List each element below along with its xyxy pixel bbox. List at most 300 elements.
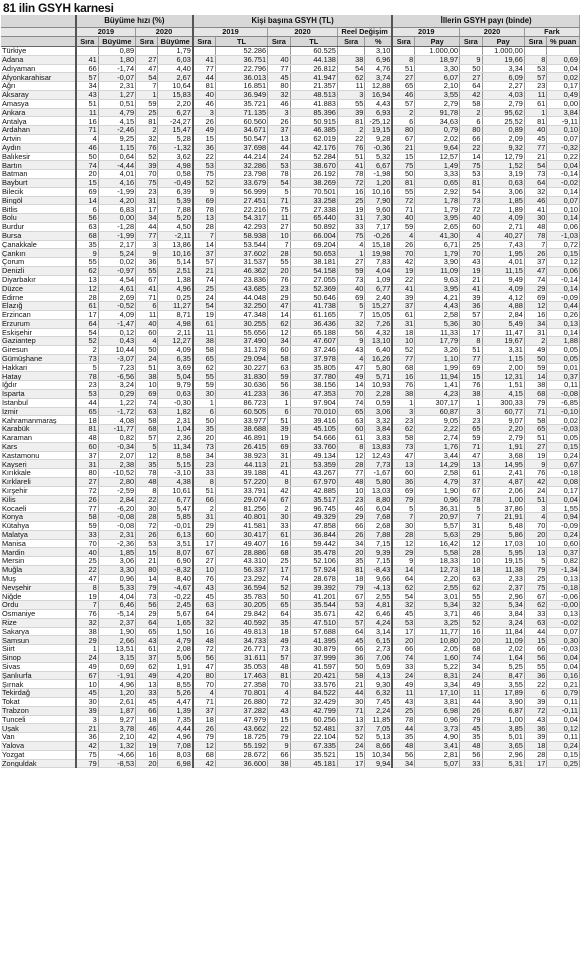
table-cell: 5,31: [482, 759, 524, 768]
table-cell: 5,48: [482, 522, 524, 531]
table-row: [1, 706, 580, 715]
table-cell: 20: [337, 548, 364, 557]
table-cell: 38: [193, 337, 215, 346]
table-cell: 2,24: [365, 706, 393, 715]
table-cell: 2,74: [415, 434, 460, 443]
table-cell: 73: [136, 592, 158, 601]
table-cell: 17: [76, 310, 98, 319]
table-cell: 11: [268, 214, 290, 223]
table-cell: 50: [460, 64, 482, 73]
table-cell: 45.181: [290, 759, 337, 768]
table-cell: -4,67: [158, 583, 193, 592]
table-cell: 4: [193, 689, 215, 698]
table-cell: 17,10: [415, 689, 460, 698]
table-row: [1, 733, 580, 742]
table-cell: 48: [337, 478, 364, 487]
table-row: [1, 574, 580, 583]
table-cell: 3,62: [158, 152, 193, 161]
table-cell: [524, 47, 546, 56]
table-cell: 66: [268, 750, 290, 759]
table-cell: 7,23: [98, 363, 135, 372]
table-cell: 50: [76, 152, 98, 161]
table-cell: 1,38: [158, 275, 193, 284]
table-cell: -1,98: [365, 170, 393, 179]
table-cell: 26: [193, 724, 215, 733]
table-cell: 3,25: [415, 618, 460, 627]
table-cell: 86.723: [215, 398, 267, 407]
table-cell: 42.176: [290, 143, 337, 152]
table-cell: 31: [76, 460, 98, 469]
table-cell: 10,93: [365, 381, 393, 390]
table-cell: 33: [337, 222, 364, 231]
table-cell: 26.415: [215, 442, 267, 451]
table-cell: 36.594: [215, 583, 267, 592]
table-cell: 2,96: [482, 592, 524, 601]
table-cell: 5,01: [482, 733, 524, 742]
table-cell: 49: [268, 636, 290, 645]
table-cell: 307,17: [415, 398, 460, 407]
table-cell: 44: [524, 627, 546, 636]
table-cell: 2: [392, 108, 414, 117]
table-cell: 36: [268, 390, 290, 399]
province-name: Karabük: [1, 425, 76, 434]
table-cell: 37.602: [215, 249, 267, 258]
table-cell: 3,78: [98, 724, 135, 733]
table-cell: 55: [268, 258, 290, 267]
table-row: [1, 73, 580, 82]
table-cell: 56: [136, 601, 158, 610]
header-share: İllerin GSYH payı (binde): [392, 15, 579, 28]
table-cell: 40: [268, 55, 290, 64]
table-row: [1, 222, 580, 231]
table-cell: 3,41: [415, 741, 460, 750]
table-cell: 14: [460, 152, 482, 161]
table-cell: 0,24: [547, 741, 580, 750]
table-cell: 4,90: [415, 733, 460, 742]
table-cell: -9,11: [547, 117, 580, 126]
table-cell: 1,00: [482, 495, 524, 504]
table-cell: 5,06: [158, 653, 193, 662]
table-cell: 2,02: [482, 645, 524, 654]
table-cell: 60.505: [215, 407, 267, 416]
table-cell: 4,76: [365, 64, 393, 73]
table-cell: 6,46: [365, 610, 393, 619]
table-cell: 41.395: [290, 636, 337, 645]
table-cell: 1,64: [482, 653, 524, 662]
table-cell: 11,47: [482, 328, 524, 337]
table-cell: 45: [268, 73, 290, 82]
table-cell: 37.490: [215, 337, 267, 346]
table-cell: 53: [524, 64, 546, 73]
table-cell: 74: [136, 398, 158, 407]
table-cell: 60,87: [415, 407, 460, 416]
table-cell: 16: [392, 372, 414, 381]
table-cell: 2,73: [365, 645, 393, 654]
table-cell: 27: [337, 258, 364, 267]
table-cell: 29: [524, 284, 546, 293]
table-cell: 3,34: [415, 680, 460, 689]
table-cell: 53: [193, 161, 215, 170]
header-growth-2019: 2019: [76, 28, 136, 37]
province-name: Şırnak: [1, 680, 76, 689]
table-cell: 27.451: [215, 196, 267, 205]
table-cell: 10,80: [415, 636, 460, 645]
table-cell: 46: [136, 724, 158, 733]
table-cell: 65.188: [290, 328, 337, 337]
table-cell: 59: [136, 99, 158, 108]
table-cell: 52: [337, 733, 364, 742]
table-cell: 55: [337, 99, 364, 108]
table-row: [1, 566, 580, 575]
table-cell: 4,88: [482, 302, 524, 311]
table-cell: 43.662: [215, 724, 267, 733]
table-cell: 52: [392, 346, 414, 355]
table-cell: 15: [524, 636, 546, 645]
table-cell: -25,12: [365, 117, 393, 126]
table-cell: 29: [392, 548, 414, 557]
province-name: Kırıkkale: [1, 469, 76, 478]
province-name: Tekirdağ: [1, 689, 76, 698]
table-cell: 15,05: [365, 310, 393, 319]
table-cell: 21,91: [482, 513, 524, 522]
table-row: [1, 390, 580, 399]
table-cell: 4,98: [158, 161, 193, 170]
table-cell: 26: [268, 117, 290, 126]
table-cell: 7: [392, 513, 414, 522]
table-cell: 42: [76, 741, 98, 750]
province-name: Denizli: [1, 266, 76, 275]
province-name: Manisa: [1, 539, 76, 548]
table-cell: 7,15: [365, 539, 393, 548]
table-row: [1, 99, 580, 108]
table-cell: 11,33: [415, 328, 460, 337]
table-cell: -1,99: [98, 187, 135, 196]
table-cell: 24: [460, 671, 482, 680]
table-cell: 34: [268, 337, 290, 346]
table-cell: 8,58: [158, 451, 193, 460]
table-cell: 2,58: [415, 310, 460, 319]
table-cell: 48: [193, 636, 215, 645]
table-cell: 12,43: [365, 451, 393, 460]
table-cell: 40.592: [215, 618, 267, 627]
table-cell: 0,01: [547, 363, 580, 372]
table-cell: 12: [392, 539, 414, 548]
table-cell: 5,80: [365, 478, 393, 487]
table-cell: 56: [392, 750, 414, 759]
table-cell: -4,66: [98, 750, 135, 759]
table-cell: 11,15: [482, 266, 524, 275]
table-cell: 51: [392, 64, 414, 73]
table-cell: 6: [392, 117, 414, 126]
table-cell: 66.004: [290, 231, 337, 240]
table-cell: 17: [524, 759, 546, 768]
table-cell: 0,05: [547, 346, 580, 355]
table-cell: 72: [524, 706, 546, 715]
table-cell: 2,80: [98, 478, 135, 487]
table-cell: 28.886: [215, 548, 267, 557]
province-name: Karaman: [1, 434, 76, 443]
table-cell: 78: [268, 170, 290, 179]
province-name: Iğdır: [1, 381, 76, 390]
table-cell: 21: [524, 152, 546, 161]
table-cell: 4,03: [482, 90, 524, 99]
table-cell: 63: [524, 618, 546, 627]
table-row: [1, 170, 580, 179]
table-cell: 64: [460, 82, 482, 91]
province-name: Sivas: [1, 662, 76, 671]
table-cell: 0,10: [547, 205, 580, 214]
table-cell: 48: [392, 741, 414, 750]
table-cell: 0,67: [547, 460, 580, 469]
table-row: [1, 407, 580, 416]
table-cell: 4,04: [365, 266, 393, 275]
table-cell: 41: [76, 55, 98, 64]
table-cell: 60: [136, 328, 158, 337]
table-cell: 63: [268, 363, 290, 372]
table-row: [1, 618, 580, 627]
table-cell: 43.267: [290, 469, 337, 478]
table-cell: 68: [268, 548, 290, 557]
table-cell: 27: [76, 478, 98, 487]
table-row: [1, 504, 580, 513]
table-cell: 0,07: [547, 627, 580, 636]
table-cell: 9,39: [365, 548, 393, 557]
table-cell: 36.844: [290, 530, 337, 539]
table-cell: 26: [76, 495, 98, 504]
table-cell: 47.348: [215, 310, 267, 319]
table-cell: 4,79: [158, 636, 193, 645]
table-cell: 19,98: [365, 249, 393, 258]
table-cell: 1,90: [98, 627, 135, 636]
table-cell: 37: [524, 258, 546, 267]
table-cell: 5: [136, 442, 158, 451]
table-cell: 55: [392, 187, 414, 196]
table-cell: 47: [524, 266, 546, 275]
table-cell: 28: [524, 750, 546, 759]
table-cell: 5: [392, 504, 414, 513]
province-name: Çanakkale: [1, 240, 76, 249]
table-cell: 7,30: [365, 214, 393, 223]
table-cell: 57: [268, 653, 290, 662]
table-cell: 37.698: [215, 143, 267, 152]
table-cell: 50: [392, 170, 414, 179]
table-cell: 47.353: [290, 390, 337, 399]
table-cell: 43: [136, 636, 158, 645]
table-cell: 14,95: [482, 460, 524, 469]
table-cell: 66: [193, 495, 215, 504]
table-cell: -6,20: [98, 504, 135, 513]
table-cell: 0,16: [547, 671, 580, 680]
table-cell: -0,11: [547, 706, 580, 715]
table-cell: 45: [76, 689, 98, 698]
table-cell: 21: [460, 275, 482, 284]
table-cell: 12: [337, 451, 364, 460]
table-cell: 58: [524, 416, 546, 425]
table-cell: 23.836: [215, 275, 267, 284]
table-cell: 37: [268, 126, 290, 135]
table-cell: 62: [268, 319, 290, 328]
table-cell: 33.791: [215, 486, 267, 495]
table-cell: 6,67: [365, 161, 393, 170]
table-cell: 4: [136, 337, 158, 346]
table-cell: 33: [76, 530, 98, 539]
table-cell: 10: [524, 539, 546, 548]
table-cell: 52: [460, 618, 482, 627]
table-cell: 10,16: [158, 249, 193, 258]
table-cell: 34: [392, 759, 414, 768]
table-cell: 50: [193, 416, 215, 425]
table-cell: 13: [268, 134, 290, 143]
table-cell: 8: [268, 478, 290, 487]
table-cell: 49: [76, 662, 98, 671]
table-cell: -1,03: [547, 231, 580, 240]
table-cell: 34.733: [215, 636, 267, 645]
table-cell: 36.949: [215, 90, 267, 99]
table-cell: 39: [524, 733, 546, 742]
table-cell: 1,79: [415, 249, 460, 258]
table-cell: 43: [524, 715, 546, 724]
table-cell: 34,63: [415, 117, 460, 126]
gdp-table: Büyüme hızı (%) Kişi başına GSYH (TL) İllerin GSYH payı (binde) 2019 2020 2019 2020 Reel Değişim 2019 2020 Fark Sıra Büyüme Sıra Büyüme Sıra TL Sıra TL Sıra % Sıra Pay Sıra Pay Sıra % puan Türkiye 0,89 1,79 52.286 60.525 3,10 1.000,00 1.000,00 Adana 41 1,80 27 6,03 41 36.751 40 44.138 38 6,96 8 18,97 9 19,66 8 0,69 Adıyaman 66 -1,74 47 4,40 77 22.796 77 26.812 54 4,76 51 3,30 50 3,34 53 0,04 Afyonkarahisar 57 -0,07 54 2,67 44 36.013 45 41.947 62 3,74 27 6,07 27 6,09 57 0,02 Ağrı 34 2,31 7 10,64 81 16.851 80 21.357 11 12,88 65 2,10 64 2,27 23 0,17 Aksaray 43 1,27 1 15,83 40 36.949 32 48.513 3 16,94 46 3,55 42 4,03 11 0,49 Amasya 51 0,51 59 2,20 46 35.721 46 41.883 55 4,43 57 2,79 58 2,79 61 0,00 Ankara 11 4,79 25 6,27 3 71.135 3 85.396 39 6,93 2 91,78 2 95,62 1 3,84 Antalya 16 4,15 81 -24,27 26 60.560 26 50.915 81 -25,12 6 34,63 6 25,52 81 -9,11 Ardahan 71 -2,46 2 15,47 49 34.671 37 46.385 2 19,15 80 0,79 80 0,89 40 0,10 Artvin 4 9,25 32 5,28 15 50.547 13 62.019 22 9,28 67 2,02 66 2,09 45 0,07 Aydın 46 1,15 76 -1,32 36 37.698 44 42.176 76 -0,36 21 9,64 22 9,32 77 -0,32 Balıkesir 50 0,64 52 3,62 22 44.214 24 52.284 51 5,32 15 12,57 14 12,79 21 0,22 Bartın 74 -4,44 39 4,98 53 32.286 53 38.670 41 6,67 75 1,49 75 1,52 54 0,04 Batman 20 4,01 70 0,58 75 23.798 78 26.192 78 -1,98 50 3,33 53 3,19 73 -0,14 Bayburt 15 4,16 75 -0,49 52 33.679 54 38.269 72 1,20 81 0,65 81 0,63 64 -0,02 Bilecik 69 -1,99 23 6,39 9 56.999 5 70.501 16 10,16 55 2,92 54 3,06 32 0,14 Bingöl 14 4,20 31 5,39 69 27.451 71 33.258 25 7,90 72 1,78 73 1,85 46 0,07 Bitlis 6 6,83 17 7,88 78 22.216 75 27.338 19 9,60 71 1,79 72 1,89 41 0,10 Bolu 56 0,00 34 5,20 13 54.317 11 65.440 31 7,30 40 3,95 40 4,09 30 0,14 Burdur 63 -1,28 44 4,50 28 42.293 27 50.892 33 7,17 59 2,65 60 2,71 48 0,06 Bursa 68 -1,99 77 -2,11 7 58.938 10 66.004 75 -0,26 4 41,30 4 40,27 78 -1,03 Çanakkale 35 2,17 3 13,86 14 53.544 7 69.204 4 15,18 26 6,71 25 7,43 7 0,72 Çankırı 9 5,24 9 10,16 37 37.602 28 50.653 1 19,98 70 1,79 70 1,95 26 0,15 Çorum 55 0,02 36 5,14 57 31.537 55 38.181 27 7,83 42 3,90 43 4,01 37 0,12 Denizli 62 -0,97 55 2,51 21 46.362 20 54.158 59 4,04 19 11,09 19 11,15 47 0,06 Diyarbakır 13 4,54 67 1,38 74 23.836 76 27.055 73 1,09 22 9,63 21 9,49 74 -0,14 Düzce 12 4,61 41 4,96 25 43.685 23 52.369 40 6,77 41 3,95 41 4,09 29 0,14 Edirne 28 2,69 71 0,25 24 44.048 29 50.646 69 2,40 39 4,21 39 4,12 69 -0,09 Elazığ 61 -0,52 6 11,27 54 32.250 47 41.738 5 15,27 37 4,43 36 4,88 12 0,44 Erzincan 17 4,09 11 8,71 19 47.348 14 61.165 7 15,05 61 2,58 57 2,84 16 0,26 Erzurum 64 -1,47 40 4,98 61 30.255 62 36.436 32 7,26 31 5,36 30 5,49 34 0,13 Eskişehir 54 0,12 60 2,11 11 55.656 12 65.188 56 4,32 18 11,33 17 11,47 31 0,14 Gaziantep 52 0,43 4 12,27 38 37.490 34 47.607 9 13,10 10 17,79 8 19,67 2 1,88 Giresun 2 10,44 50 4,09 58 31.178 60 37.246 43 6,40 52 3,26 51 3,31 49 0,05 Gümüşhane 73 -3,07 24 6,35 65 29.094 58 37.978 4 16,26 77 1,10 77 1,15 50 0,05 Hakkari 5 7,23 51 3,69 62 30.227 63 35.805 47 5,80 68 1,99 69 2,00 59 0,01 Hatay 78 -6,56 38 5,04 55 31.830 59 37.780 49 5,71 16 11,94 15 12,31 14 0,37 Iğdır 23 3,24 10 9,79 59 30.636 56 38.156 14 10,93 76 1,41 76 1,51 38 0,11 Isparta 53 0,29 69 0,63 30 41.233 36 47.353 70 2,28 38 4,23 38 4,15 68 -0,08 İstanbul 44 1,22 74 -0,30 1 86.723 1 97.904 74 0,59 1 307,17 1 300,33 79 -6,85 İzmir 65 -1,72 63 1,82 6 60.505 6 70.010 65 3,06 3 60,87 3 60,77 71 -0,10 Kahramanmaraş 18 4,08 58 2,31 50 33.977 51 39.416 63 3,32 23 9,05 23 9,07 58 0,02 Karabük 81 -11,77 68 1,04 35 38.688 39 45.105 60 3,84 62 2,22 65 2,20 65 -0,03 Karaman 48 0,82 57 2,36 20 46.891 19 54.666 61 3,83 58 2,74 59 2,79 51 0,05 Kars 60 -0,34 5 11,34 73 26.415 69 33.760 8 13,83 73 1,76 71 1,91 27 0,15 Kastamonu 37 2,07 12 8,58 34 38.923 31 49.134 12 12,43 47 3,44 47 3,68 19 0,24 Kayseri 31 2,38 35 5,15 23 44.113 21 53.359 28 7,73 13 14,29 13 14,95 9 0,67 Kırıkkale 80 -10,52 78 -3,10 33 39.188 41 43.267 77 -1,67 60 2,58 61 2,41 76 -0,18 Kırklareli 27 2,80 48 4,38 8 57.220 8 67.970 48 5,80 36 4,79 37 4,87 42 0,08 Kırşehir 72 -2,59 8 10,61 51 33.791 42 42.885 10 13,03 69 1,90 67 2,06 24 0,17 Kilis 26 2,84 22 6,77 66 29.074 67 35.517 23 8,80 79 0,96 78 1,00 51 0,04 Kocaeli 77 -6,20 30 5,47 2 81.256 2 96.745 46 6,04 5 36,31 5 37,86 3 1,55 Konya 58 -0,08 28 5,85 31 40.801 30 49.329 29 7,68 7 20,97 7 21,91 4 0,94 Kütahya 59 -0,08 72 -0,01 29 41.581 33 47.858 66 2,68 30 5,57 31 5,48 70 -0,09 Malatya 33 2,31 26 6,13 60 30.417 61 36.844 26 7,88 28 5,63 29 5,86 20 0,24 Manisa 70 -2,36 53 3,51 17 49.407 16 59.442 34 7,15 12 16,42 12 17,03 10 0,60 Mardin 40 1,85 15 8,07 67 28.886 68 35.478 20 9,39 29 5,58 28 5,95 13 0,37 Mersin 25 3,06 21 6,90 27 43.310 25 52.106 35 7,15 9 18,33 10 19,15 5 0,82 Muğla 22 3,30 80 -8,32 10 56.337 17 57.924 81 -8,43 14 12,73 18 11,38 79 -1,34 Muş 47 0,96 14 8,40 76 23.292 74 28.678 18 9,66 64 2,20 63 2,33 25 0,13 Nevşehir 8 5,33 79 -4,67 43 36.594 52 39.392 79 -4,13 62 2,55 62 2,37 75 -0,18 Niğde 19 4,04 73 -0,22 45 35.783 50 41.201 67 2,55 54 3,01 55 2,96 67 -0,06 Ordu 7 6,46 56 2,45 63 30.205 65 35.544 53 4,81 32 5,34 32 5,34 62 -0,00 Osmaniye 76 -5,14 29 5,67 64 29.842 64 35.671 42 6,46 45 3,71 46 3,84 33 0,13 Rize 32 2,37 64 1,65 32 40.592 35 47.510 57 4,24 53 3,25 52 3,24 63 -0,02 Sakarya 38 1,90 65 1,50 16 49.813 18 57.688 64 3,14 17 11,77 16 11,84 44 0,07 Samsun 29 2,66 43 4,79 48 34.733 49 41.395 45 6,15 20 10,80 20 11,09 15 0,30 Siirt 1 13,51 61 2,08 72 26.771 73 30.879 66 2,73 66 2,05 68 2,02 66 -0,03 Sinop 24 3,15 37 5,06 56 31.611 57 37.999 36 7,06 74 1,60 74 1,64 56 0,04 Sivas 49 0,69 62 1,91 47 35.053 48 41.597 50 5,69 33 5,22 34 5,25 55 0,04 Şanlıurfa 67 -1,91 49 4,20 80 17.463 81 20.421 58 4,13 24 8,31 24 8,47 36 0,16 Şırnak 10 4,96 13 8,55 70 27.358 70 33.576 21 9,30 49 3,34 49 3,55 22 0,21 Tekirdağ 45 1,20 33 5,26 4 70.801 4 84.522 44 6,32 11 17,10 11 17,89 6 0,79 Tokat 30 2,61 45 4,47 71 26.880 72 32.429 30 7,45 43 3,81 44 3,90 39 0,11 Trabzon 39 1,87 66 1,39 37 37.282 43 42.799 71 2,24 25 6,98 26 6,87 72 -0,11 Tunceli 3 9,27 18 7,35 18 47.979 15 60.256 13 11,85 78 0,96 79 1,00 43 0,04 Uşak 21 3,78 46 4,44 26 43.662 22 52.481 37 7,05 44 3,73 45 3,85 36 0,12 Van 36 2,10 42 4,96 79 18.725 79 22.104 52 5,13 35 4,90 35 5,01 39 0,11 Yalova 42 1,32 19 7,08 12 55.192 9 67.335 24 8,66 48 3,41 48 3,65 18 0,24 Yozgat 75 -4,66 16 8,03 68 28.672 66 35.521 15 10,34 56 2,81 56 2,96 28 0,15 Zonguldak 79 -8,53 20 6,98 42 36.600 38 45.181 17 9,94 34 5,07 33 5,31 17 0,25: [2, 16, 578, 768]
table-cell: 16: [268, 539, 290, 548]
table-cell: 57: [337, 618, 364, 627]
table-cell: 13: [392, 460, 414, 469]
table-cell: 3: [392, 407, 414, 416]
table-cell: 11,38: [482, 566, 524, 575]
table-cell: 27.358: [215, 680, 267, 689]
table-cell: 42: [136, 733, 158, 742]
table-cell: 26: [460, 706, 482, 715]
table-cell: 21.357: [290, 82, 337, 91]
table-cell: 6,96: [365, 55, 393, 64]
table-body: [1, 47, 580, 768]
table-cell: 38: [76, 627, 98, 636]
table-cell: -0,34: [98, 442, 135, 451]
table-cell: 18: [136, 715, 158, 724]
table-cell: 62: [392, 583, 414, 592]
table-cell: 9: [524, 460, 546, 469]
province-name: Ağrı: [1, 82, 76, 91]
table-cell: 5,22: [415, 662, 460, 671]
table-cell: 12: [193, 741, 215, 750]
table-cell: 0,24: [547, 451, 580, 460]
table-cell: 66: [392, 645, 414, 654]
table-cell: 48.513: [290, 90, 337, 99]
table-cell: 63: [136, 407, 158, 416]
table-row: [1, 592, 580, 601]
table-cell: 3,15: [98, 653, 135, 662]
table-cell: 57: [76, 73, 98, 82]
table-cell: 50.892: [290, 222, 337, 231]
table-cell: 73: [76, 354, 98, 363]
table-cell: 12: [460, 539, 482, 548]
table-cell: 2,79: [415, 99, 460, 108]
table-cell: 0,69: [547, 55, 580, 64]
province-name: Yozgat: [1, 750, 76, 759]
table-cell: 9,64: [415, 143, 460, 152]
table-cell: 43: [268, 706, 290, 715]
table-cell: 41.738: [290, 302, 337, 311]
table-cell: 4,01: [98, 170, 135, 179]
table-cell: 33.679: [215, 178, 267, 187]
table-cell: 78: [524, 231, 546, 240]
province-name: Kahramanmaraş: [1, 416, 76, 425]
table-row: [1, 214, 580, 223]
table-cell: 2,20: [482, 425, 524, 434]
table-cell: 3: [136, 240, 158, 249]
table-cell: 6,46: [98, 601, 135, 610]
table-cell: 9,79: [158, 381, 193, 390]
table-cell: 1: [337, 249, 364, 258]
table-cell: 79: [460, 715, 482, 724]
table-cell: 46.385: [290, 126, 337, 135]
table-cell: 5,28: [158, 134, 193, 143]
table-cell: 17,89: [482, 689, 524, 698]
table-cell: 3: [193, 108, 215, 117]
table-cell: 65: [193, 354, 215, 363]
table-cell: 60: [193, 530, 215, 539]
table-cell: 47.858: [290, 522, 337, 531]
table-cell: 2,28: [365, 390, 393, 399]
table-cell: 25: [460, 240, 482, 249]
table-cell: 34: [193, 451, 215, 460]
table-cell: 29: [136, 610, 158, 619]
table-cell: 12,57: [415, 152, 460, 161]
table-cell: 74: [268, 574, 290, 583]
table-cell: 0,06: [547, 222, 580, 231]
table-cell: -0,10: [547, 407, 580, 416]
table-cell: 72: [460, 205, 482, 214]
table-cell: 62: [193, 363, 215, 372]
province-name: İstanbul: [1, 398, 76, 407]
table-cell: 3: [524, 504, 546, 513]
table-cell: 36: [524, 724, 546, 733]
table-cell: 41.201: [290, 592, 337, 601]
table-cell: 2,38: [98, 460, 135, 469]
table-row: [1, 451, 580, 460]
table-row: [1, 82, 580, 91]
table-cell: 42: [193, 759, 215, 768]
table-cell: 0,79: [415, 126, 460, 135]
table-cell: 4,96: [98, 680, 135, 689]
table-cell: 58.938: [215, 231, 267, 240]
table-cell: 45: [136, 697, 158, 706]
province-name: Isparta: [1, 390, 76, 399]
table-cell: 17: [136, 205, 158, 214]
table-cell: 41,30: [415, 231, 460, 240]
table-cell: 64: [136, 618, 158, 627]
table-cell: 6,09: [482, 73, 524, 82]
province-name: Erzincan: [1, 310, 76, 319]
table-row: [1, 689, 580, 698]
table-cell: 18: [524, 741, 546, 750]
table-cell: 0,65: [415, 178, 460, 187]
table-cell: -6,56: [98, 372, 135, 381]
table-cell: 11,77: [415, 627, 460, 636]
table-cell: 46: [193, 99, 215, 108]
table-cell: 52: [76, 337, 98, 346]
table-cell: 44.214: [215, 152, 267, 161]
table-cell: 81: [136, 117, 158, 126]
table-cell: 74: [460, 653, 482, 662]
table-row: [1, 425, 580, 434]
table-cell: 30.227: [215, 363, 267, 372]
table-cell: 0,17: [547, 82, 580, 91]
table-row: [1, 583, 580, 592]
table-cell: 62.019: [290, 134, 337, 143]
table-row: [1, 662, 580, 671]
table-cell: 31.830: [215, 372, 267, 381]
